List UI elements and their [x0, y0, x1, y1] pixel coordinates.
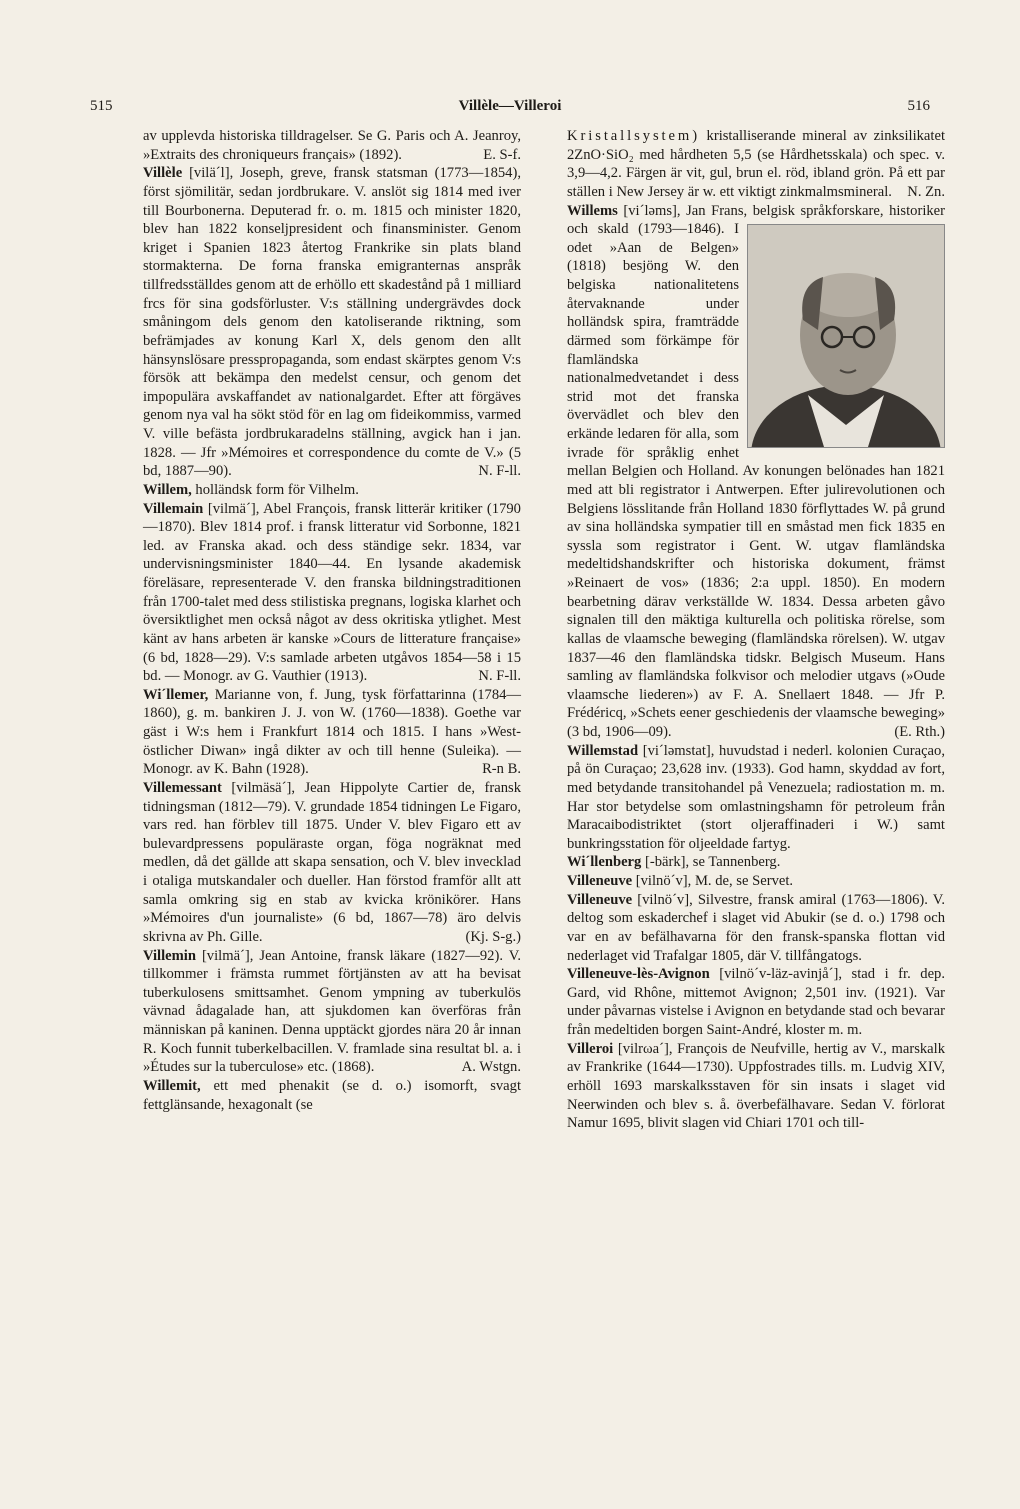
entry-text: hertig av V., marskalk av Frankrike (1644—1730). Uppfostrades tills. m. Ludvig XIV, erhöll 1693 marskalksstaven för sin insats i slaget vid Neerwinden och blev s. å. överbefälhavare. Sedan V. förlorat Namur 1695, blivit slagen vid Chiari 1701 och till-: [567, 1040, 945, 1132]
entry: [143, 500, 521, 686]
entry-headword: Willemit,: [143, 1077, 201, 1094]
left-column: [143, 127, 521, 1114]
entry-text: fransk amiral (1763—1806). V. deltog som eskaderchef i slaget vid Abukir (se d. o.) 1798 och var en av befälhavarna för den fransk-spanska flottan vid nederlaget vid Trafalgar 1805, där V. tillfångatogs.: [567, 891, 946, 964]
entry-text: av upplevda historiska tilldragelser. Se G. Paris och A. Jeanroy, »Extraits des chroniqueurs français» (1892).: [143, 128, 521, 163]
entry: [567, 742, 945, 854]
entry-headword: Wi´llemer,: [143, 686, 209, 703]
entry: [567, 891, 945, 966]
entry-text: huvudstad i nederl. kolonien Curaçao, på ön Curaçao; 23,628 inv. (1933). God hamn, skyddad av fort, med betydande transitohandel på Venezuela; radiostation m. m. Har stor betydelse som omlastningshamn för petroleum från Maracaibodistriktet (stort oljeraffinaderi i W.) samt bunkringsstation för oljeeldade fartyg.: [567, 742, 945, 852]
entry-headword: Villeneuve: [567, 891, 633, 908]
entry-lead: [vilmäsä´], Jean Hippolyte Cartier de,: [221, 779, 476, 796]
portrait-image: [747, 224, 945, 448]
entry-text: fransk tidningsman (1812—79). V. grundade 1854 tidningen Le Figaro, vars red. han förblev till 1875. Under V. blev Figaro ett av bulevardpressens populäraste organ, föga nogräknat med medlen, då det gällde att skapa sensation, och V. blev invecklad i otaliga mutskandaler och dueller. Han förstod framför allt att samla omkring sig en stab av kvicka krönikörer. Hans »Mémoires d'un journaliste» (6 bd, 1867—78) äro delvis skrivna av Ph. Gille.: [143, 779, 521, 945]
entry-signature: E. S-f.: [483, 146, 521, 163]
entry-text: V. anslöt sig 1814 med iver till Bourbonerna. Deputerad fr. o. m. 1815 och minister 1820, blev han 1822 konseljpresident och finansminister. Genom kriget i Spanien 1823 återtog Frankrike sin plats bland stormakterna. De forna franska emigranternas anspråk tillfredsställdes genom att de erhöllo ett skadestånd på 1 milliard frcs för sina godsförluster. V:s ställning undergrävdes dock småningom dels genom den katoliserande riktning, som befrämjades av konung Karl X, dels genom den allt hänsynslösare presspropaganda, som endast skärptes genom V:s försök att bekämpa den medelst censur, och genom det impopulära avskaffandet av nationalgardet. Efter att förgäves genom nya val ha sökt stöd för en lag om fideikommiss, varmed V. ville befästa jordbrukaradelns ställning, avgick han i jan. 1828. — Jfr »Mémoires et correspondence du comte de V.» (5 bd, 1887—90).: [143, 183, 521, 480]
entry-headword: Villeneuve-lès-Avignon: [567, 966, 710, 983]
entry-text: belgisk språkforskare, historiker och skald (1793—1846). I odet »Aan de Belgen» (1818) besjöng W. den belgiska nationalitetens återvaknande under holländsk spira, framträdde därmed som förkämpe för flamländska nationalmedvetandet i dess strid mot det franska övervädlet och blev den erkände ledaren för alla, som ivrade för språklig enhet mellan Belgien och Holland. Av konungen belönades han 1821 med att bli registrator i Antwerpen. Efter julirevolutionen och Belgiens lösslitande från Holland 1830 förflyttades W. på grund av sina holländska sympatier till en småstad men fick 1835 en syssla som registrator i Gent. W. utgav flamländska medeltidshandskrifter och historiska dokument, främst »Reinaert de vos» (1836; 2:a uppl. 1850). En modern bearbetning därav verkställde W. 1834. Dessa arbeten gåvo signalen till den mäktiga kulturella och politiska rörelse, som kallas de vlaamsche beweging (flamländska rörelsen). W. utgav 1837—46 den flamländska tidskr. Belgisch Museum. Hans samling av flamländska folkvisor och melodier utgavs (»Oude vlaamsche liederen») av F. A. Snellaert 1848. — Jfr P. Frédéricq, »Schets eener geschiedenis der vlaamsche beweging» (3 bd, 1906—09).: [567, 202, 946, 740]
entry-lead: [vilnö´v], Silvestre,: [632, 891, 753, 908]
entry: [143, 1077, 521, 1114]
entry-signature: (E. Rth.): [894, 724, 945, 740]
entry-headword: Willemstad: [567, 742, 639, 759]
entry-text: fransk läkare (1827—92). V. tillkommer i främsta rummet förtjänsten av att ha bevisat tuberkulosens smittsamhet. Genom ympning av tuberkulös vävnad ådagalade han, att sjukdomen kan överföras från människan på kaninen. Denna upptäckt gjordes nära 20 år innan R. Koch funnit tuberkelbacillen. V. framlade sina resultat bl. a. i »Études sur la tuberculose» etc. (1868).: [143, 947, 521, 1076]
entry-text: kristalliserande mineral av zinksilikatet 2ZnO·SiO₂ med hårdheten 5,5 (se Hårdhetsskala) och spec. v. 3,9—4,2. Färgen är vit, gul, brun el. röd, ibland grön. På ett par ställen i New Jersey är w. ett viktigt zinkmalmsmineral.: [567, 128, 945, 200]
entry-lead: [vilmä´], Jean Antoine,: [195, 947, 342, 964]
right-column: [567, 127, 945, 1133]
entry-signature: N. F-ll.: [478, 463, 521, 480]
entry-text: ett med phenakit (se d. o.) isomorft, svagt fettglänsande, hexagonalt (se: [143, 1077, 521, 1113]
entry-signature: (Kj. S-g.): [465, 928, 521, 945]
entry-headword: Villeroi: [567, 1040, 614, 1057]
page-number-left: 515: [90, 98, 113, 114]
entry: [143, 127, 521, 164]
entry: [567, 202, 945, 742]
running-header: [90, 98, 930, 122]
entry-signature: R-n B.: [482, 761, 521, 778]
entry: [143, 947, 521, 1077]
entry: [567, 1040, 945, 1133]
entry-text: se Servet.: [732, 873, 794, 889]
entry: [567, 853, 945, 872]
entry-text: tysk författarinna (1784—1860), g. m. bankiren J. J. von W. (1760—1838). Goethe var gäst i W:s hem i Frankfurt 1814 och 1815. I hans »West-östlicher Diwan» ingå dikter av och till henne (Suleika). — Monogr. av K. Bahn (1928).: [143, 686, 522, 778]
entry-lead: [vilrωa´], François de Neufville,: [613, 1040, 810, 1057]
entry-text: fransk litterär kritiker (1790—1870). Blev 1814 prof. i fransk litteratur vid Sorbonne, 1821 led. av Franska akad. och dess ständige sekr. 1834, var undervisningsminister 1840—44. En lysande akademisk föreläsare, representerade V. den franska bildningstraditionen från 1700-talet med dess stilistiska pregnans, logiska klarhet och översiktlighet men också något av dess okritiska ytlighet. Mest känt av hans arbeten är kanske »Cours de litterature française» (6 bd, 1828—29). V:s samlade arbeten utgåvos 1854—58 i 15 bd. — Monogr. av G. Vauthier (1913).: [143, 500, 521, 685]
entry-headword: Villèle: [143, 165, 183, 182]
entry: [143, 481, 521, 500]
entry: [143, 164, 521, 481]
entry: [143, 686, 521, 779]
entry-lead: [vi´ləmstat],: [638, 742, 715, 759]
entry-text: holländsk form för Vilhelm.: [191, 481, 359, 498]
entry-lead: Kristallsystem): [567, 128, 700, 144]
entry-lead: [vilnö´v-läz-avinjå´],: [709, 966, 842, 983]
entry: [143, 779, 521, 947]
entry-signature: A. Wstgn.: [461, 1059, 521, 1076]
entry-headword: Villemessant: [143, 779, 222, 796]
entry-headword: Villemin: [143, 947, 196, 964]
entry-lead: [vilnö´v], M. de,: [632, 873, 733, 889]
page-number-right: 516: [907, 98, 930, 114]
entry-headword: Villeneuve: [567, 873, 633, 889]
entry-headword: Wi´llenberg: [567, 854, 642, 871]
portrait-illustration: [748, 225, 944, 447]
entry-text: stad i fr. dep. Gard, vid Rhône, mittemot Avignon; 2,501 inv. (1921). Var under påvarnas vistelse i Avignon en betydande stad och bevarar från medeltiden borgen Saint-André, kloster m. m.: [567, 966, 945, 1038]
entry-text: [-bärk], se Tannenberg.: [641, 854, 781, 871]
entry-lead: [vilmä´], Abel François,: [203, 500, 351, 517]
entry-headword: Villemain: [143, 500, 204, 517]
entry-lead: [vilä´l], Joseph, greve, fransk statsman (1773—1854), först sjömilitär, sedan jordbrukare.: [143, 165, 521, 200]
entry-lead: [vi´ləms], Jan Frans,: [617, 202, 748, 219]
entry: [567, 127, 945, 202]
entry-headword: Willems: [567, 202, 618, 219]
entry-signature: N. F-ll.: [478, 668, 521, 685]
entry-signature: N. Zn.: [907, 183, 945, 200]
entry-lead: Marianne von, f. Jung,: [208, 686, 356, 703]
entry: [567, 965, 945, 1040]
running-title: Villèle—Villeroi: [458, 98, 562, 114]
entry: [567, 872, 945, 891]
entry-headword: Willem,: [143, 481, 192, 498]
